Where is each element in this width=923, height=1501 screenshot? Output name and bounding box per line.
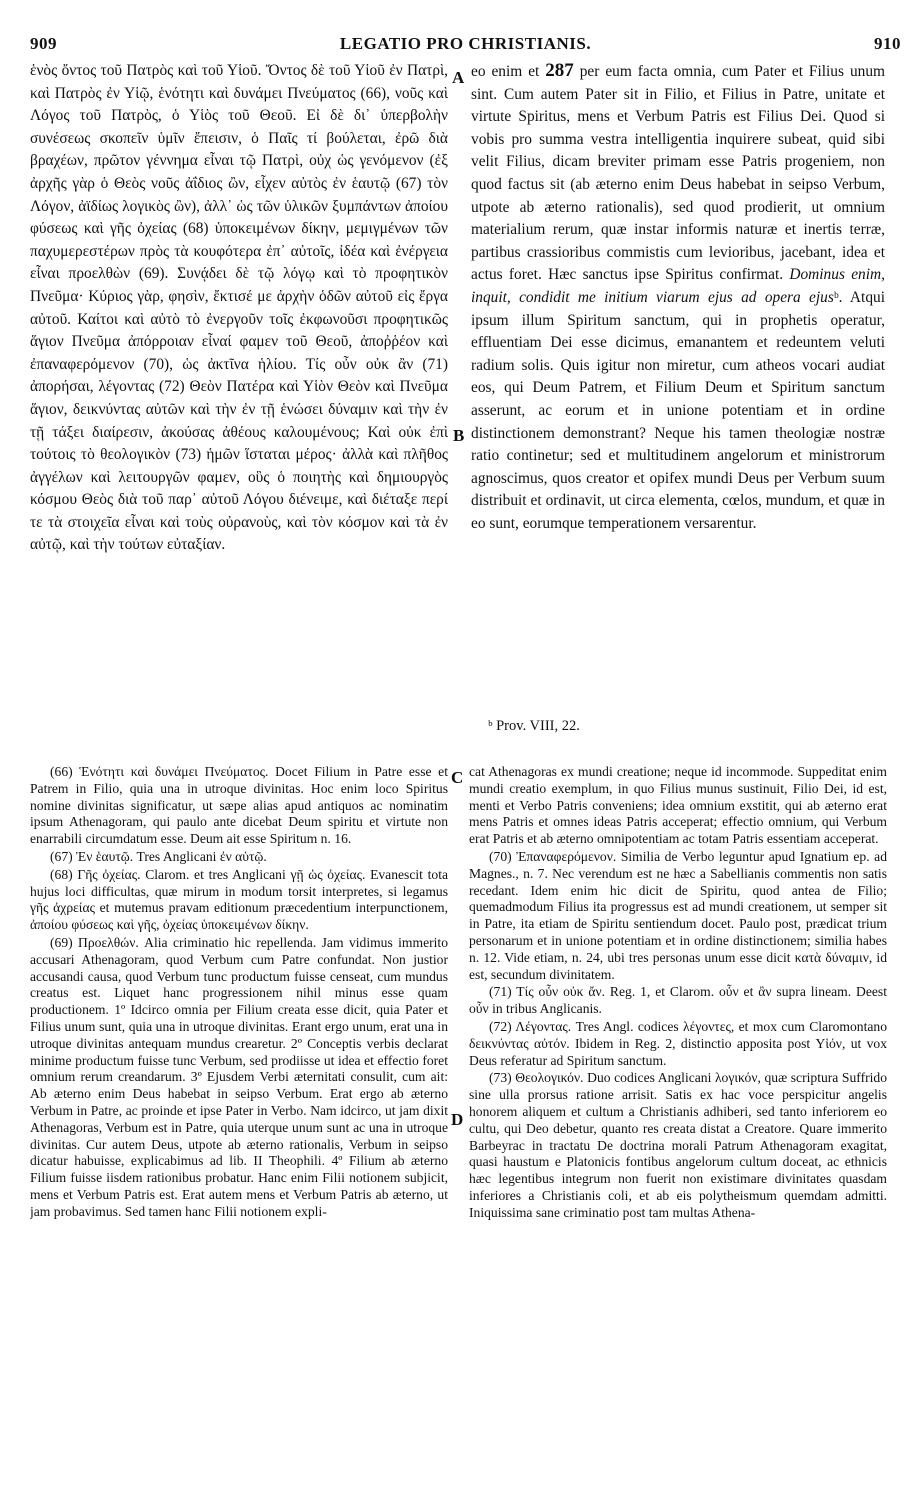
greek-paragraph: ἑνὸς ὄντος τοῦ Πατρὸς καὶ τοῦ Υἱοῦ. Ὄντος δὲ τοῦ Υἱοῦ ἐν Πατρὶ, καὶ Πατρὸς ἐν Υἱῷ, ἑνότητι καὶ δυνάμει Πνεύματος (66), νοῦς καὶ Λόγος τοῦ Πατρὸς, ὁ Υἱὸς τοῦ Θεοῦ. Εἰ δὲ δι᾽ ὑπερβολὴν συνέσεως σκοπεῖν ὑμῖν ἔπεισιν, ὁ Παῖς τί βούλεται, ἐρῶ διὰ βραχέων, πρῶτον γέννημα εἶναι τῷ Πατρὶ, οὐχ ὡς γενόμενον (ἐξ ἀρχῆς γὰρ ὁ Θεὸς νοῦς ἀΐδιος ὢν, εἶχεν αὐτὸς ἐν ἑαυτῷ (67) τὸν Λόγον, ἀϊδίως λογικὸς ὢν), ἀλλ᾽ ὡς τῶν ὑλικῶν ξυμπάντων ἀποίου φύσεως καὶ γῆς ὀχείας (68) ὑποκειμένων δίκην, μεμιγμένων τῶν παχυμερεστέρων πρὸς τὰ κουφότερα ἐπ᾽ αὐτοῖς, ἰδέα καὶ ἐνέργεια εἶναι προελθὼν (69). Συνᾴδει δὲ τῷ λόγῳ καὶ τὸ προφητικὸν Πνεῦμα· Κύριος γὰρ, φησὶν, ἔκτισέ με ἀρχὴν ὁδῶν αὐτοῦ εἰς ἔργα αὐτοῦ. Καίτοι καὶ αὐτὸ τὸ ἐνεργοῦν τοῖς ἐκφωνοῦσι προφητικῶς ἅγιον Πνεῦμα ἀπόρροιαν εἶναί φαμεν τοῦ Θεοῦ, ἀποῤῥέον καὶ ἐπαναφερόμενον (70), ὡς ἀκτῖνα ἡλίου. Τίς οὖν οὐκ ἂν (71) ἀπορήσαι, λέγοντας (72) Θεὸν Πατέρα καὶ Υἱὸν Θεὸν καὶ Πνεῦμα ἅγιον, δεικνύντας αὐτῶν καὶ τὴν ἐν τῇ ἑνώσει δύναμιν καὶ τὴν ἐν τῇ τάξει διαίρεσιν, ἀκούσας ἀθέους καλουμένους; Καὶ οὐκ ἐπὶ τούτοις τὸ θεολογικὸν (73) ἡμῶν ἵσταται μέρος· ἀλλὰ καὶ πλῆθος ἀγγέλων καὶ λειτουργῶν φαμεν, οὓς ὁ ποιητὴς καὶ δημιουργὸς κόσμου Θεὸς διὰ τοῦ παρ᾽ αὐτοῦ Λόγου διένειμε, καὶ διέταξε περί τε τὰ στοιχεῖα εἶναι καὶ τοὺς οὐρανοὺς, καὶ τὸν κόσμον καὶ τὰ ἐν αὐτῷ, καὶ τὴν τούτων εὐταξίαν.: [30, 62, 448, 554]
margin-mark-d: D: [451, 1110, 464, 1129]
note-66: (66) Ἑνότητι καὶ δυνάμει Πνεύματος. Docet Filium in Patre esse et Patrem in Filio, quia una in utroque divinitas. Hoc enim loco Spiritus nomine divinitas significatur, ut sæpe alias apud antiquos ac nominatim ipsum Athenagoram, qui paulo ante dicebat Deum spiritu et virtute non enarrabili circumdatum esse. Deum ait esse Spiritum n. 16.: [30, 764, 448, 847]
running-header: [30, 34, 901, 56]
margin-mark-c: C: [451, 768, 464, 787]
greek-text-column: [30, 60, 448, 710]
latin-paragraph: [471, 60, 885, 535]
note-70: (70) Ἐπαναφερόμενον. Similia de Verbo leguntur apud Ignatium ep. ad Magnes., n. 7. Nec verendum est ne hæc a Sabellianis commentis non satis recedant. Idem enim hic dicit de Spiritu, quod antea de Filio; quemadmodum Filius ita progressus est ad mundi creationem, ut semper sit in Patre, ita etiam de Spiritu sentiendum docet. Paulo post, prædicat trium personarum et in unione potentiam et in ordine distinctionem; similia habes n. 12. Vide etiam, n. 24, ubi tres personas unum esse dicit κατὰ δύναμιν, id est, secundum divinitatem.: [469, 848, 887, 982]
latin-text-start: eo enim et: [471, 63, 540, 80]
right-page-number: 910: [874, 34, 901, 53]
left-page-number: 909: [30, 34, 57, 53]
note-69: (69) Προελθών. Alia criminatio hic repellenda. Jam vidimus immerito accusari Athenagoram, quod Verbum cum Patre confundat. Non justior accusandi causa, quod Verbum tunc productum fuisse censeat, cum mundus creatus est. Liquet hanc progressionem nihil minus esse quam productionem. 1º Idcirco omnia per Filium creata esse dicit, quia Pater et Filius unum sunt, quia una in utroque divinitas. Erant ergo unum, erat una in utroque divinitas antequam mundus crearetur. 2º Conceptis verbis declarat minime productum fuisse tunc Verbum, sed prodiisse ut idea et effectio foret omnium rerum creandarum. 3º Ejusdem Verbi æternitati consulit, cum ait: Ab æterno enim Deus habebat in seipso Verbum. Erat ergo ab æterno Verbum in Patre, ac proinde et ipse Pater in Verbo. Nam idcirco, ut jam dixit Athenagoras, Verbum est in Patre, quia uterque unum sunt ac una in utroque divinitas. Cur autem Deus, utpote ab æterno rationalis, Verbum in seipso dicatur habuisse, explicabimus ad lib. II Theophili. 4º Filium ab æterno Filium fuisse iisdem rationibus probatur. Hanc enim Filii notionem subjicit, mens et Verbum Patris est. Erat autem mens et Verbum Patris ab æterno, ut jam probavimus. Sed tamen hanc Filii notionem expli-: [30, 934, 448, 1219]
note-73: (73) Θεολογικόν. Duo codices Anglicani λογικόν, quæ scriptura Suffrido sine ulla prorsus ratione arrisit. Satis ex hac voce perspicitur angelis honorem aliquem et cultum a Christianis adhiberi, sed tanto inferiorem eo cultu, qui Deo debetur, quanto res creata distat a Creatore. Quare immerito Barbeyrac in tractatu De doctrina morali Patrum Athenagoram exagitat, quasi haustum e Platonicis fontibus angelorum cultum doceat, ac ethnicis hæc legentibus integrum non fuerit non existimare divinitates quasdam inferiores a Christianis coli, et ab eis polytheismum quemdam admitti. Iniquissima sane criminatio post tam multas Athena-: [469, 1070, 887, 1220]
latin-text-column: [471, 60, 885, 710]
margin-mark-a: A: [452, 68, 465, 87]
note-69-continued: cat Athenagoras ex mundi creatione; neque id incommode. Suppeditat enim mundi creatio exemplum, in quo Filius munus sustinuit, Filio Dei, id est, menti et Verbo Patris conveniens; idea omnium exstitit, qui ab æterno erat mens Patris et omnes ideas Patris acceperat; effectio omnium, qui Verbum erat Patris et ab æterno omnipotentiam ac totam Patris essentiam acceperat.: [469, 764, 887, 847]
note-68: (68) Γῆς ὀχείας. Clarom. et tres Anglicani γῇ ὡς ὀχείας. Evanescit tota hujus loci difficultas, quæ mirum in modum torsit interpretes, si legamus γῆς ἀχρείας et mutemus pravam editionum præcedentium interpunctionem, ἀποίου φύσεως καὶ γῆς, ὀχείας ὑποκειμένων δίκην.: [30, 866, 448, 933]
edition-page-number: 287: [545, 60, 574, 81]
note-72: (72) Λέγοντας. Tres Angl. codices λέγοντες, et mox cum Claromontano δεικνύντας αὐτόν. Ibidem in Reg. 2, distinctio apposita post Υἱόν, ut vox Deus referatur ad Spiritum sanctum.: [469, 1018, 887, 1068]
latin-text-middle: per eum facta omnia, cum Pater et Filius unum sint. Cum autem Pater sit in Filio, et Filius in Patre, unitate et virtute Spiritus, mens et Verbum Patris est Filius Dei. Quod si vobis pro summa vestra intelligentia inquirere subeat, quid sibi velit Filius, dicam breviter primam esse Patris progeniem, non quod factus sit (ab æterno enim Deus habebat in seipso Verbum, utpote ab æterno rationalis), sed quod prodierit, ut omnium materialium rerum, quæ instar informis naturæ et inertis terræ, partibus crassioribus commistis cum levioribus, jacebant, idea et actus foret. Hæc sanctus ipse Spiritus confirmat.: [471, 63, 885, 284]
notes-left-column: [30, 764, 448, 1484]
running-title: LEGATIO PRO CHRISTIANIS.: [339, 34, 592, 53]
latin-text-end: ᵇ. Atqui ipsum illum Spiritum sanctum, qui in prophetis operatur, effluentiam Dei esse dicimus, emanantem et redeuntem veluti radium solis. Quis igitur non miretur, cum atheos vocari audiat eos, qui Deum Patrem, et Filium Deum et Spiritum sanctum asserunt, ac eorum et in unione potentiam et in ordine distinctionem demonstrant? Neque his tamen theologiæ nostræ ratio continetur; sed et multitudinem angelorum et ministrorum agnoscimus, quos creator et opifex mundi Deus per Verbum suum distribuit et ordinavit, ut circa elementa, cœlos, mundum, et quæ in eo sunt, eorumque temperationem versarentur.: [471, 288, 885, 532]
margin-mark-b: B: [453, 426, 465, 445]
note-71: (71) Τίς οὖν οὐκ ἄν. Reg. 1, et Clarom. οὖν et ἂν supra lineam. Deest οὖν in tribus Anglicanis.: [469, 984, 887, 1017]
latin-quotation: Dominus enim, inquit, condidit me initium viarum ejus ad opera ejus: [471, 266, 885, 306]
footnote: ᵇ Prov. VIII, 22.: [488, 718, 580, 734]
note-67: (67) Ἐν ἑαυτῷ. Tres Anglicani ἐν αὑτῷ.: [50, 848, 267, 864]
notes-right-column: [469, 764, 887, 1484]
